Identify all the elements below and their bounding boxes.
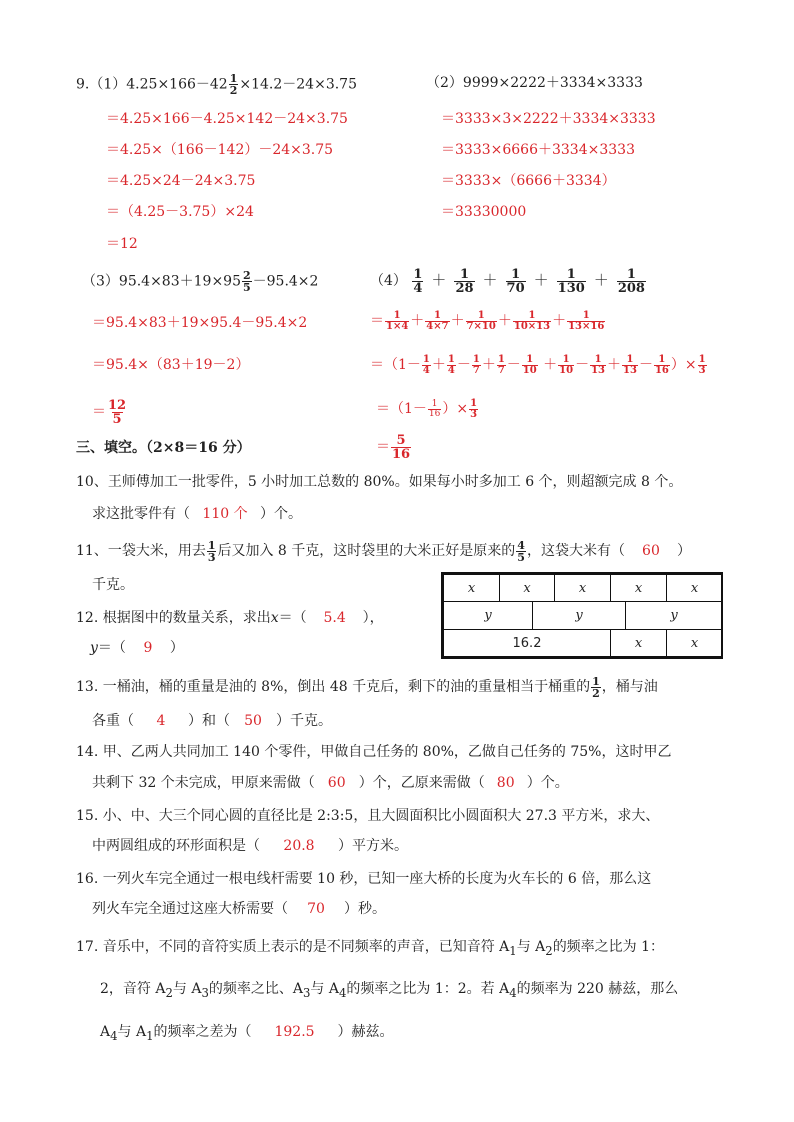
plus-sign: ＋ xyxy=(497,313,512,329)
q13-text: ）千克。 xyxy=(276,713,332,729)
step-fraction xyxy=(469,399,478,420)
q9-part2-problem: （2）9999×2222＋3334×3333 xyxy=(426,75,643,91)
q16-text: 列火车完全通过这座大桥需要（ xyxy=(92,901,288,917)
fraction-numerator: 1 xyxy=(393,309,401,321)
q10-line1: 10、王师傅加工一批零件，5 小时加工总数的 80%。如果每小时多加工 6 个，则超额完成 8 个。 xyxy=(76,474,683,490)
subscript: 2 xyxy=(165,985,173,1000)
q9-p4-step3 xyxy=(376,392,479,426)
plus-sign: ＋ xyxy=(482,271,498,289)
fraction-numerator: 1 xyxy=(566,266,576,282)
fraction-denominator: 4×7 xyxy=(426,320,449,332)
step-fraction xyxy=(428,400,441,419)
fraction-numerator: 1 xyxy=(511,266,521,282)
minus-sign: － xyxy=(456,357,471,373)
q10-answer: 110 个 xyxy=(202,506,248,522)
fraction-numerator: 1 xyxy=(626,353,634,365)
q9-part4-problem xyxy=(370,264,647,296)
fraction-numerator: 5 xyxy=(396,432,406,448)
equals-sign: ＝ xyxy=(92,404,106,420)
q11-line1 xyxy=(76,536,691,566)
q14-answer-1: 60 xyxy=(327,775,346,791)
q9-p3-answer xyxy=(92,397,128,427)
diagram-x-cell: x xyxy=(443,574,500,602)
step-fraction xyxy=(567,311,605,332)
subscript: 4 xyxy=(509,985,517,1000)
fraction-numerator: 2 xyxy=(242,269,251,282)
fraction-denominator: 2 xyxy=(592,686,600,700)
close-paren: ）× xyxy=(442,401,469,417)
q9-p4-label: （4） xyxy=(370,273,407,289)
q17-text: 的频率之比、A xyxy=(208,981,303,997)
subscript: 1 xyxy=(146,1028,154,1043)
step-fraction xyxy=(654,355,670,376)
q14-line2 xyxy=(92,773,569,793)
q10-text: ）个。 xyxy=(260,506,302,522)
fraction-denominator: 5 xyxy=(517,550,525,564)
fraction-denominator: 13×16 xyxy=(568,320,605,332)
fraction-numerator: 1 xyxy=(526,353,534,365)
fraction-denominator: 16 xyxy=(654,364,669,376)
subscript: 3 xyxy=(201,985,209,1000)
q17-text: 与 A xyxy=(516,939,546,955)
mixed-fraction xyxy=(229,73,239,96)
q17-text: 与 A xyxy=(117,1024,147,1040)
q12-text: 12. 根据图中的数量关系，求出 xyxy=(76,610,271,626)
diagram-x-cell: x xyxy=(610,629,667,657)
fraction-numerator: 12 xyxy=(108,397,127,413)
fraction-numerator: 1 xyxy=(528,309,536,321)
term-fraction xyxy=(412,268,423,295)
fraction-denominator: 10 xyxy=(559,364,574,376)
plus-sign: ＋ xyxy=(431,271,447,289)
fraction-denominator: 13 xyxy=(591,364,606,376)
step-fraction xyxy=(522,355,538,376)
fraction-numerator: 1 xyxy=(422,353,430,365)
q15-line1: 15. 小、中、大三个同心圆的直径比是 2:3:5，且大圆面积比小圆面积大 27.3 平方米，求大、 xyxy=(76,808,660,824)
fraction-numerator: 1 xyxy=(477,309,485,321)
fraction-numerator: 1 xyxy=(447,353,455,365)
step-fraction xyxy=(558,355,574,376)
q9-p1-step: ＝4.25×166－4.25×142－24×3.75 xyxy=(106,111,348,127)
plus-sign: ＋ xyxy=(543,357,558,373)
plus-sign: ＋ xyxy=(552,313,567,329)
fraction-denominator: 130 xyxy=(557,280,585,296)
mixed-fraction xyxy=(242,270,252,293)
plus-sign: ＋ xyxy=(410,313,425,329)
subscript: 2 xyxy=(545,943,553,958)
q9-p1-text-b: ×14.2－24×3.75 xyxy=(239,76,357,93)
term-fraction xyxy=(617,268,646,295)
q16-line1: 16. 一列火车完全通过一根电线杆需要 10 秒，已知一座大桥的长度为火车长的 6 倍，那么这 xyxy=(76,871,652,887)
step-fraction xyxy=(466,311,497,332)
step-fraction xyxy=(385,311,409,332)
diagram-y-cell: y xyxy=(625,601,723,630)
fraction-denominator: 28 xyxy=(455,280,474,296)
q11-answer: 60 xyxy=(642,543,660,559)
fraction-denominator: 7 xyxy=(497,364,505,376)
fraction-numerator: 4 xyxy=(517,538,525,552)
fraction-numerator: 1 xyxy=(413,266,423,282)
fraction-denominator: 3 xyxy=(207,550,216,564)
q17-text: 与 A xyxy=(172,981,202,997)
fraction-denominator: 4 xyxy=(422,364,430,376)
q9-p1-step: ＝12 xyxy=(106,236,138,252)
diagram-x-cell: x xyxy=(554,574,611,602)
q16-text: ）秒。 xyxy=(344,901,386,917)
q13-answer-1: 4 xyxy=(156,713,166,729)
q12-line1 xyxy=(76,608,384,628)
fraction-numerator: 1 xyxy=(459,266,469,282)
q9-p2-step: ＝3333×3×2222＋3334×3333 xyxy=(441,111,656,127)
fraction-denominator: 3 xyxy=(470,408,478,420)
plus-sign: ＋ xyxy=(593,271,609,289)
fraction-numerator: 1 xyxy=(497,353,505,365)
q11-text: 11、一袋大米，用去 xyxy=(76,543,206,559)
fraction-denominator: 1×4 xyxy=(386,320,409,332)
q17-text: 的频率之差为（ xyxy=(153,1024,252,1040)
equals-sign: ＝ xyxy=(370,313,384,329)
diagram-y-cell: y xyxy=(532,601,626,630)
fraction-denominator: 16 xyxy=(428,408,441,419)
q12-text: ） xyxy=(169,640,184,656)
step-fraction xyxy=(698,355,707,376)
q11-text: 后又加入 8 千克，这时袋里的大米正好是原来的 xyxy=(217,543,516,559)
q12-line2 xyxy=(90,638,184,658)
q13-text: 13. 一桶油，桶的重量是油的 8%，倒出 48 千克后，剩下的油的重量相当于桶重的 xyxy=(76,679,591,695)
open-paren: ＝（1－ xyxy=(370,357,421,373)
section-title: 三、填空。（2×8＝16 分） xyxy=(76,440,251,456)
fraction-denominator: 13 xyxy=(623,364,637,376)
q9-p2-step: ＝3333×6666＋3334×3333 xyxy=(441,142,635,158)
q17-text: A xyxy=(100,1024,111,1040)
q17-line3 xyxy=(100,1022,394,1046)
q12-text: ）， xyxy=(362,610,384,626)
diagram-x-cell: x xyxy=(666,574,723,602)
fraction-denominator: 5 xyxy=(112,411,122,427)
q9-p4-step2 xyxy=(370,348,708,382)
q17-text: 的频率之比为 1：2。若 A xyxy=(346,981,510,997)
subscript: 1 xyxy=(509,943,517,958)
q9-p3-text-b: －95.4×2 xyxy=(252,273,319,290)
q17-text: ）赫兹。 xyxy=(337,1024,394,1040)
fraction-numerator: 1 xyxy=(658,353,666,365)
q17-answer: 192.5 xyxy=(274,1024,315,1040)
step-fraction xyxy=(422,355,431,376)
fraction-numerator: 1 xyxy=(698,353,706,365)
minus-sign: － xyxy=(638,357,653,373)
fraction-denominator: 2 xyxy=(229,84,238,97)
quantity-diagram xyxy=(441,572,723,659)
fraction-denominator: 4 xyxy=(413,280,423,296)
q9-p4-step1 xyxy=(370,306,606,336)
q14-text: ）个。 xyxy=(526,775,569,791)
fraction-denominator: 5 xyxy=(242,281,251,294)
q16-answer: 70 xyxy=(307,901,325,917)
q10-line2 xyxy=(92,504,302,524)
diagram-x-cell: x xyxy=(666,629,723,657)
diagram-value-cell: 16.2 xyxy=(443,629,611,657)
fraction xyxy=(207,540,217,563)
q15-text: ）平方米。 xyxy=(338,838,408,854)
q9-p1-step: ＝（4.25－3.75）×24 xyxy=(106,204,254,220)
step-fraction xyxy=(590,355,606,376)
q9-part1-problem xyxy=(76,73,357,96)
term-fraction xyxy=(454,268,474,295)
q13-text: ，桶与油 xyxy=(601,679,658,695)
q9-p2-step: ＝3333×（6666＋3334） xyxy=(441,173,616,189)
subscript: 4 xyxy=(110,1028,118,1043)
step-fraction xyxy=(622,355,638,376)
fraction xyxy=(591,676,601,699)
q17-text: 的频率为 220 赫兹，那么 xyxy=(516,981,679,997)
q11-line2: 千克。 xyxy=(92,577,134,593)
q13-answer-2: 50 xyxy=(244,713,262,729)
minus-sign: － xyxy=(575,357,590,373)
fraction-numerator: 1 xyxy=(582,309,590,321)
fraction-numerator: 1 xyxy=(562,353,570,365)
term-fraction xyxy=(557,268,586,295)
q12-x-answer: 5.4 xyxy=(323,610,346,626)
y-variable: y xyxy=(90,640,98,656)
fraction-denominator: 7×10 xyxy=(466,320,496,332)
q14-text: ）个，乙原来需做（ xyxy=(358,775,485,791)
fraction-numerator: 1 xyxy=(470,397,478,409)
q17-text: 2，音符 A xyxy=(100,981,166,997)
fraction-numerator: 1 xyxy=(431,398,438,409)
q12-text: ＝（ xyxy=(97,640,126,656)
fraction-numerator: 1 xyxy=(207,538,216,552)
q9-p1-text-a: 4.25×166－42 xyxy=(126,76,228,93)
q13-line2 xyxy=(92,711,332,731)
q17-text: 17. 音乐中，不同的音符实质上表示的是不同频率的声音，已知音符 A xyxy=(76,939,510,955)
step-fraction xyxy=(472,355,481,376)
q14-answer-2: 80 xyxy=(496,775,515,791)
q14-text: 共剩下 32 个未完成，甲原来需做（ xyxy=(92,775,315,791)
q12-y-answer: 9 xyxy=(143,640,153,656)
fraction-denominator: 208 xyxy=(617,280,645,296)
plus-sign: ＋ xyxy=(431,357,446,373)
q17-text: 与 A xyxy=(310,981,339,997)
q17-line2 xyxy=(100,979,678,1003)
equals-sign: ＝ xyxy=(376,439,390,455)
fraction-denominator: 4 xyxy=(447,364,455,376)
plus-sign: ＋ xyxy=(450,313,465,329)
subscript: 4 xyxy=(338,985,347,1000)
answer-fraction xyxy=(107,399,127,426)
diagram-x-cell: x xyxy=(499,574,555,602)
q14-line1: 14. 甲、乙两人共同加工 140 个零件，甲做自己任务的 80%，乙做自己任务的 75%，这时甲乙 xyxy=(76,744,672,760)
step-fraction xyxy=(425,311,449,332)
plus-sign: ＋ xyxy=(481,357,496,373)
close-paren: ）× xyxy=(670,357,697,373)
q11-text: ） xyxy=(676,543,691,559)
fraction-numerator: 1 xyxy=(594,353,602,365)
q9-p3-text-a: （3）95.4×83＋19×95 xyxy=(82,273,241,290)
q17-line1 xyxy=(76,937,664,961)
fraction-numerator: 1 xyxy=(433,309,441,321)
fraction-denominator: 10 xyxy=(522,364,537,376)
step-fraction xyxy=(497,355,506,376)
plus-sign: ＋ xyxy=(607,357,622,373)
q16-line2 xyxy=(92,899,386,919)
step-fraction xyxy=(447,355,456,376)
q11-text: ，这袋大米有（ xyxy=(526,543,625,559)
fraction-denominator: 16 xyxy=(392,446,411,462)
q9-p2-step: ＝33330000 xyxy=(441,204,527,220)
q13-text: ）和（ xyxy=(188,713,230,729)
q9-p3-step: ＝95.4×（83＋19－2） xyxy=(92,357,250,373)
q13-text: 各重（ xyxy=(92,713,134,729)
open-paren: ＝（1－ xyxy=(376,401,427,417)
x-variable: x xyxy=(270,610,279,626)
term-fraction xyxy=(506,268,526,295)
fraction-denominator: 7 xyxy=(472,364,480,376)
plus-sign: ＋ xyxy=(533,271,549,289)
q13-line1 xyxy=(76,672,658,702)
q9-label: 9.（1） xyxy=(76,76,127,93)
step-fraction xyxy=(513,311,551,332)
diagram-y-cell: y xyxy=(443,601,533,630)
q17-text: 的频率之比为 1： xyxy=(552,939,665,955)
q9-p4-answer xyxy=(376,430,412,464)
fraction-numerator: 1 xyxy=(229,72,238,85)
minus-sign: － xyxy=(506,357,521,373)
q9-part3-problem xyxy=(82,270,318,293)
fraction-numerator: 1 xyxy=(592,674,600,688)
q15-answer: 20.8 xyxy=(283,838,315,854)
q9-p1-step: ＝4.25×（166－142）－24×3.75 xyxy=(106,142,334,158)
fraction-numerator: 1 xyxy=(472,353,480,365)
subscript: 3 xyxy=(303,985,311,1000)
fraction-numerator: 1 xyxy=(626,266,636,282)
fraction xyxy=(516,540,526,563)
q9-p1-step: ＝4.25×24－24×3.75 xyxy=(106,173,256,189)
q9-p3-step: ＝95.4×83＋19×95.4－95.4×2 xyxy=(92,315,308,331)
fraction-denominator: 70 xyxy=(506,280,525,296)
q12-text: ＝（ xyxy=(278,610,307,626)
fraction-denominator: 3 xyxy=(698,364,706,376)
q10-text: 求这批零件有（ xyxy=(92,506,190,522)
q15-line2 xyxy=(92,836,408,856)
fraction-denominator: 10×13 xyxy=(513,320,551,332)
q15-text: 中两圆组成的环形面积是（ xyxy=(92,838,260,854)
diagram-x-cell: x xyxy=(610,574,667,602)
answer-fraction xyxy=(391,434,411,461)
